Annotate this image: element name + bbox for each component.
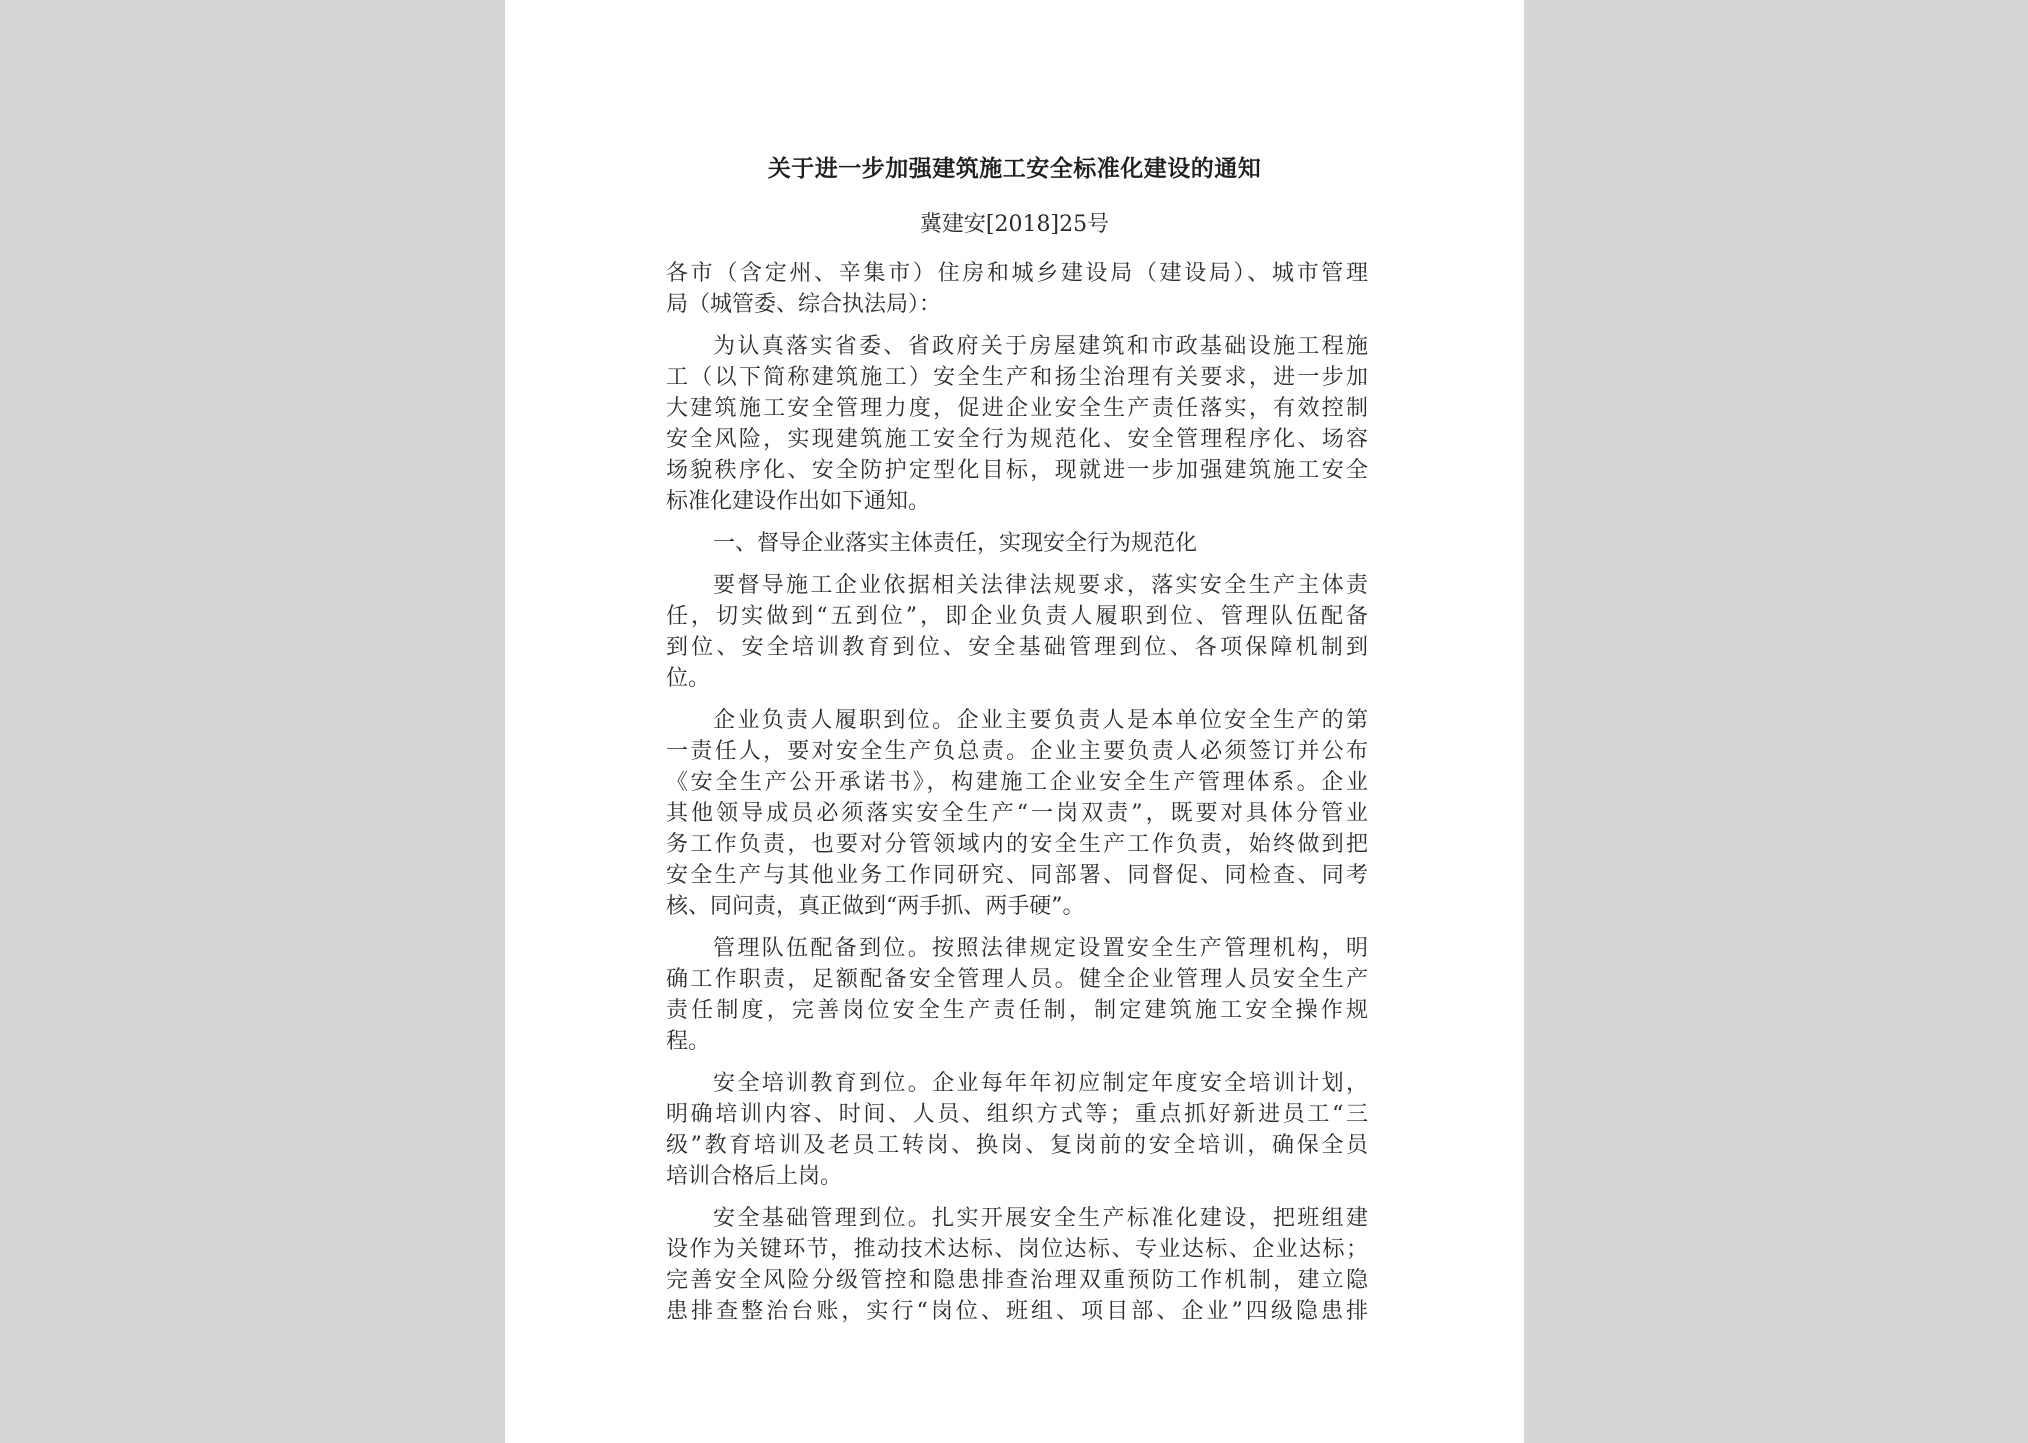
body-line: 确工作职责，足额配备安全管理人员。健全企业管理人员安全生产 [666,967,1368,992]
body-line: 核、同问责，真正做到“两手抓、两手硬”。 [666,894,1085,919]
body-line: 场貌秩序化、安全防护定型化目标，现就进一步加强建筑施工安全 [666,458,1368,483]
body-line: 安全培训教育到位。企业每年年初应制定年度安全培训计划， [713,1071,1368,1096]
body-line: 培训合格后上岗。 [666,1164,843,1189]
body-line: 工（以下简称建筑施工）安全生产和扬尘治理有关要求，进一步加 [666,365,1368,390]
body-line: 设作为关键环节，推动技术达标、岗位达标、专业达标、企业达标； [666,1237,1368,1262]
body-line: 安全风险，实现建筑施工安全行为规范化、安全管理程序化、场容 [666,427,1368,452]
body-line: 级”教育培训及老员工转岗、换岗、复岗前的安全培训，确保全员 [666,1133,1368,1158]
body-line: 完善安全风险分级管控和隐患排查治理双重预防工作机制，建立隐 [666,1268,1368,1293]
body-line: 安全生产与其他业务工作同研究、同部署、同督促、同检查、同考 [666,863,1368,888]
document-number: 冀建安[2018]25号 [919,212,1110,237]
body-line: 标准化建设作出如下通知。 [666,489,931,514]
body-line: 明确培训内容、时间、人员、组织方式等；重点抓好新进员工“三 [666,1102,1368,1127]
body-line: 其他领导成员必须落实安全生产“一岗双责”，既要对具体分管业 [666,801,1368,826]
document-body [666,258,1368,1327]
body-line: 患排查整治台账，实行“岗位、班组、项目部、企业”四级隐患排 [666,1299,1368,1324]
body-line: 位。 [666,666,711,691]
body-line: 《安全生产公开承诺书》，构建施工企业安全生产管理体系。企业 [666,770,1368,795]
body-line: 到位、安全培训教育到位、安全基础管理到位、各项保障机制到 [666,635,1368,660]
body-line: 务工作负责，也要对分管领域内的安全生产工作负责，始终做到把 [666,832,1368,857]
body-line: 一责任人，要对安全生产负总责。企业主要负责人必须签订并公布 [666,739,1368,764]
body-line: 安全基础管理到位。扎实开展安全生产标准化建设，把班组建 [713,1206,1368,1231]
body-line: 要督导施工企业依据相关法律法规要求，落实安全生产主体责 [713,573,1368,598]
body-line: 一、督导企业落实主体责任，实现安全行为规范化 [713,531,1198,556]
body-line: 管理队伍配备到位。按照法律规定设置安全生产管理机构，明 [713,936,1368,961]
body-line: 大建筑施工安全管理力度，促进企业安全生产责任落实，有效控制 [666,396,1368,421]
document-page [505,0,1524,1443]
body-line: 局（城管委、综合执法局）： [666,292,942,317]
body-line: 程。 [666,1029,711,1054]
body-line: 任，切实做到“五到位”，即企业负责人履职到位、管理队伍配备 [666,604,1368,629]
document-title: 关于进一步加强建筑施工安全标准化建设的通知 [767,155,1262,182]
body-line: 责任制度，完善岗位安全生产责任制，制定建筑施工安全操作规 [666,998,1368,1023]
body-line: 各市（含定州、辛集市）住房和城乡建设局（建设局）、城市管理 [666,261,1368,286]
body-line: 为认真落实省委、省政府关于房屋建筑和市政基础设施工程施 [713,334,1368,359]
body-line: 企业负责人履职到位。企业主要负责人是本单位安全生产的第 [713,708,1368,733]
